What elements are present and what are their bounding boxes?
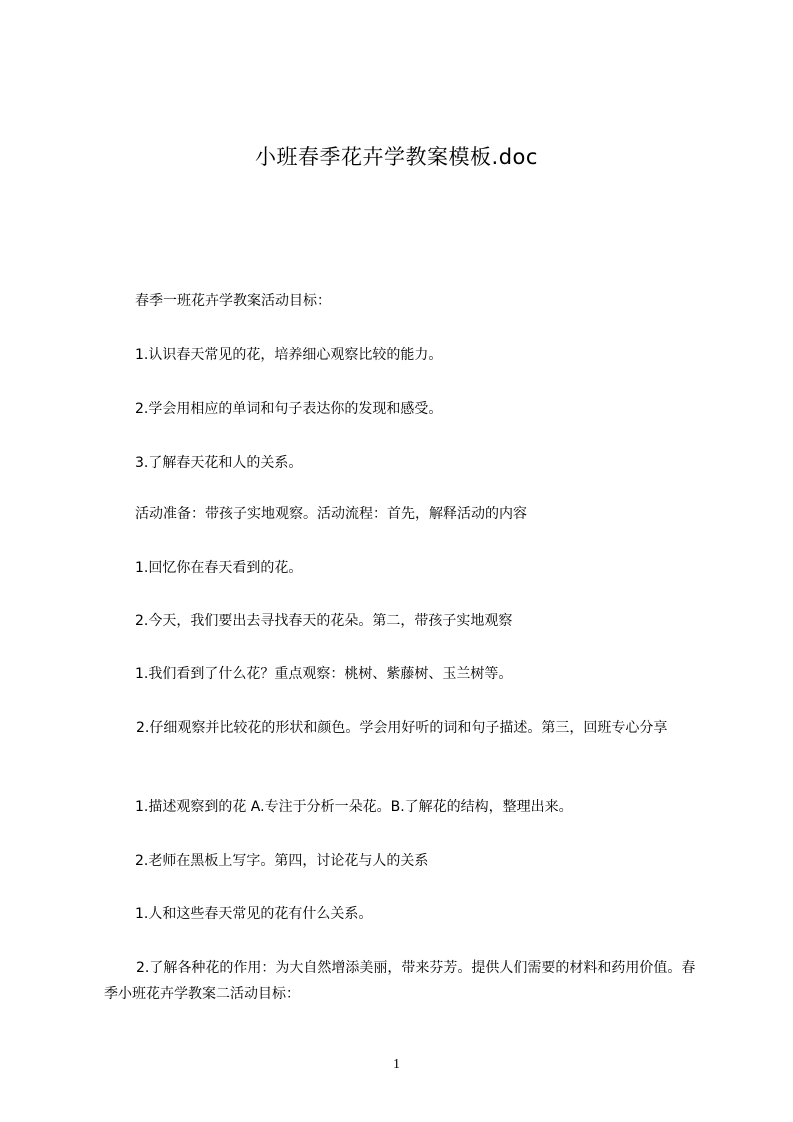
paragraph-objective-1: 1.认识春天常见的花，培养细心观察比较的能力。	[135, 347, 443, 363]
paragraph-step-2-1: 1.我们看到了什么花？重点观察：桃树、紫藤树、玉兰树等。	[135, 666, 513, 682]
document-title: 小班春季花卉学教案模板.doc	[255, 145, 538, 169]
paragraph-step-2-2: 2.仔细观察并比较花的形状和颜色。学会用好听的词和句子描述。第三，回班专心分享	[136, 720, 668, 736]
paragraph-step-4-1: 1.人和这些春天常见的花有什么关系。	[135, 906, 373, 922]
paragraph-objectives-heading: 春季一班花卉学教案活动目标：	[135, 293, 331, 309]
paragraph-step-1-2: 2.今天，我们要出去寻找春天的花朵。第二，带孩子实地观察	[135, 613, 513, 629]
paragraph-step-1-1: 1.回忆你在春天看到的花。	[135, 560, 303, 576]
paragraph-preparation: 活动准备：带孩子实地观察。活动流程：首先，解释活动的内容	[135, 506, 527, 522]
paragraph-step-4-2: 2.了解各种花的作用：为大自然增添美丽，带来芬芳。提供人们需要的材料和药用价值。春季小班花卉学教案二活动目标：	[104, 960, 696, 1002]
paragraph-objective-2: 2.学会用相应的单词和句子表达你的发现和感受。	[135, 401, 443, 417]
paragraph-step-3-1: 1.描述观察到的花 A.专注于分析一朵花。B.了解花的结构，整理出来。	[135, 799, 573, 815]
paragraph-step-3-2: 2.老师在黑板上写字。第四，讨论花与人的关系	[135, 853, 429, 869]
page-number: 1	[393, 1057, 400, 1072]
paragraph-objective-3: 3.了解春天花和人的关系。	[135, 455, 303, 471]
